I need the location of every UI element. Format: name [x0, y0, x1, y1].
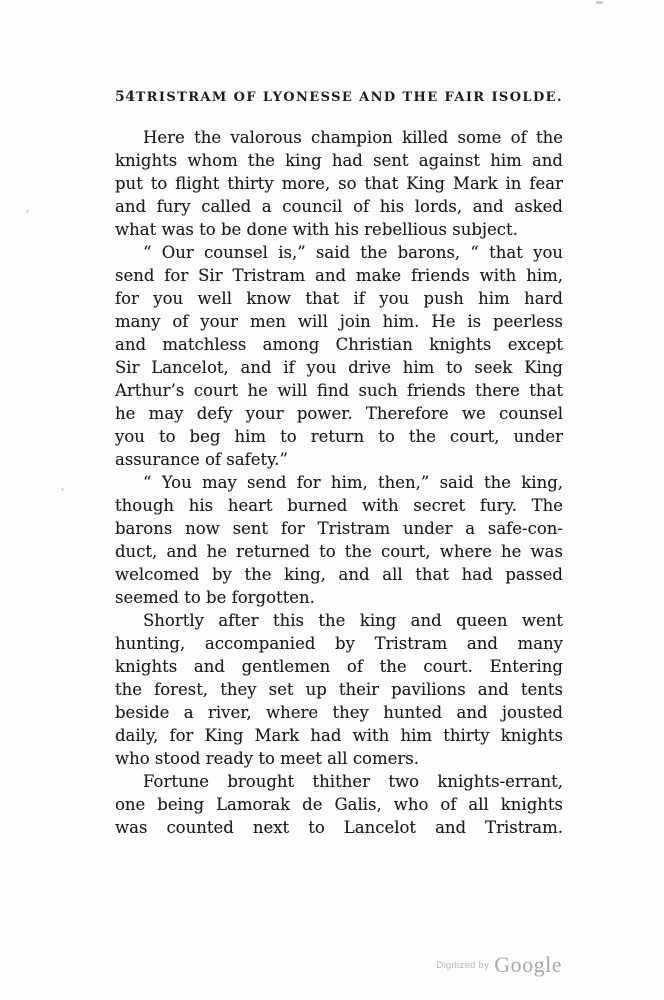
- page-number: 54: [115, 89, 136, 105]
- text-line: who stood ready to meet all comers.: [115, 749, 420, 768]
- watermark: [436, 952, 562, 978]
- text-line: and matchless among Christian knights except: [115, 335, 563, 354]
- text-line: Shortly after this the king and queen went: [143, 611, 563, 630]
- text-line: knights whom the king had sent against him and: [115, 151, 563, 170]
- text-line: was counted next to Lancelot and Tristram.: [115, 818, 563, 837]
- text-line: for you well know that if you push him hard: [115, 289, 563, 308]
- text-line: though his heart burned with secret fury. The: [115, 496, 563, 515]
- scan-artifact: [596, 1, 603, 4]
- paragraph: [115, 241, 563, 471]
- text-line: Sir Lancelot, and if you drive him to seek King: [115, 358, 563, 377]
- scan-artifact: [61, 488, 64, 491]
- text-line: put to flight thirty more, so that King Mark in fear: [115, 174, 563, 193]
- scan-artifact: [26, 210, 29, 213]
- watermark-prefix: Digitized by: [436, 960, 490, 971]
- paragraph: [115, 126, 563, 241]
- google-logo: Google: [494, 952, 562, 977]
- text-line: welcomed by the king, and all that had passed: [115, 565, 563, 584]
- text-line: Fortune brought thither two knights-errant,: [143, 772, 563, 791]
- text-line: “ You may send for him, then,” said the king,: [143, 473, 563, 492]
- text-line: “ Our counsel is,” said the barons, “ that you: [143, 243, 563, 262]
- text-line: and fury called a council of his lords, and asked: [115, 197, 563, 216]
- text-line: beside a river, where they hunted and jousted: [115, 703, 563, 722]
- paragraph: [115, 471, 563, 609]
- text-line: he may defy your power. Therefore we counsel: [115, 404, 563, 423]
- running-head: [115, 89, 563, 105]
- text-line: assurance of safety.”: [115, 450, 288, 469]
- text-line: barons now sent for Tristram under a safe-con-: [115, 519, 563, 538]
- text-line: one being Lamorak de Galis, who of all knights: [115, 795, 563, 814]
- text-line: send for Sir Tristram and make friends with him,: [115, 266, 563, 285]
- text-line: Here the valorous champion killed some of the: [143, 128, 563, 147]
- text-line: many of your men will join him. He is peerless: [115, 312, 563, 331]
- text-line: what was to be done with his rebellious subject.: [115, 220, 518, 239]
- text-line: hunting, accompanied by Tristram and many: [115, 634, 563, 653]
- text-line: the forest, they set up their pavilions and tents: [115, 680, 563, 699]
- text-line: knights and gentlemen of the court. Entering: [115, 657, 563, 676]
- body-text: [115, 126, 563, 839]
- text-line: duct, and he returned to the court, where he was: [115, 542, 563, 561]
- paragraph: [115, 609, 563, 770]
- text-line: Arthur’s court he will find such friends there that: [115, 381, 563, 400]
- running-title: TRISTRAM OF LYONESSE AND THE FAIR ISOLDE.: [135, 90, 563, 105]
- paragraph: [115, 770, 563, 839]
- text-line: seemed to be forgotten.: [115, 588, 315, 607]
- text-line: daily, for King Mark had with him thirty knights: [115, 726, 563, 745]
- text-line: you to beg him to return to the court, under: [115, 427, 563, 446]
